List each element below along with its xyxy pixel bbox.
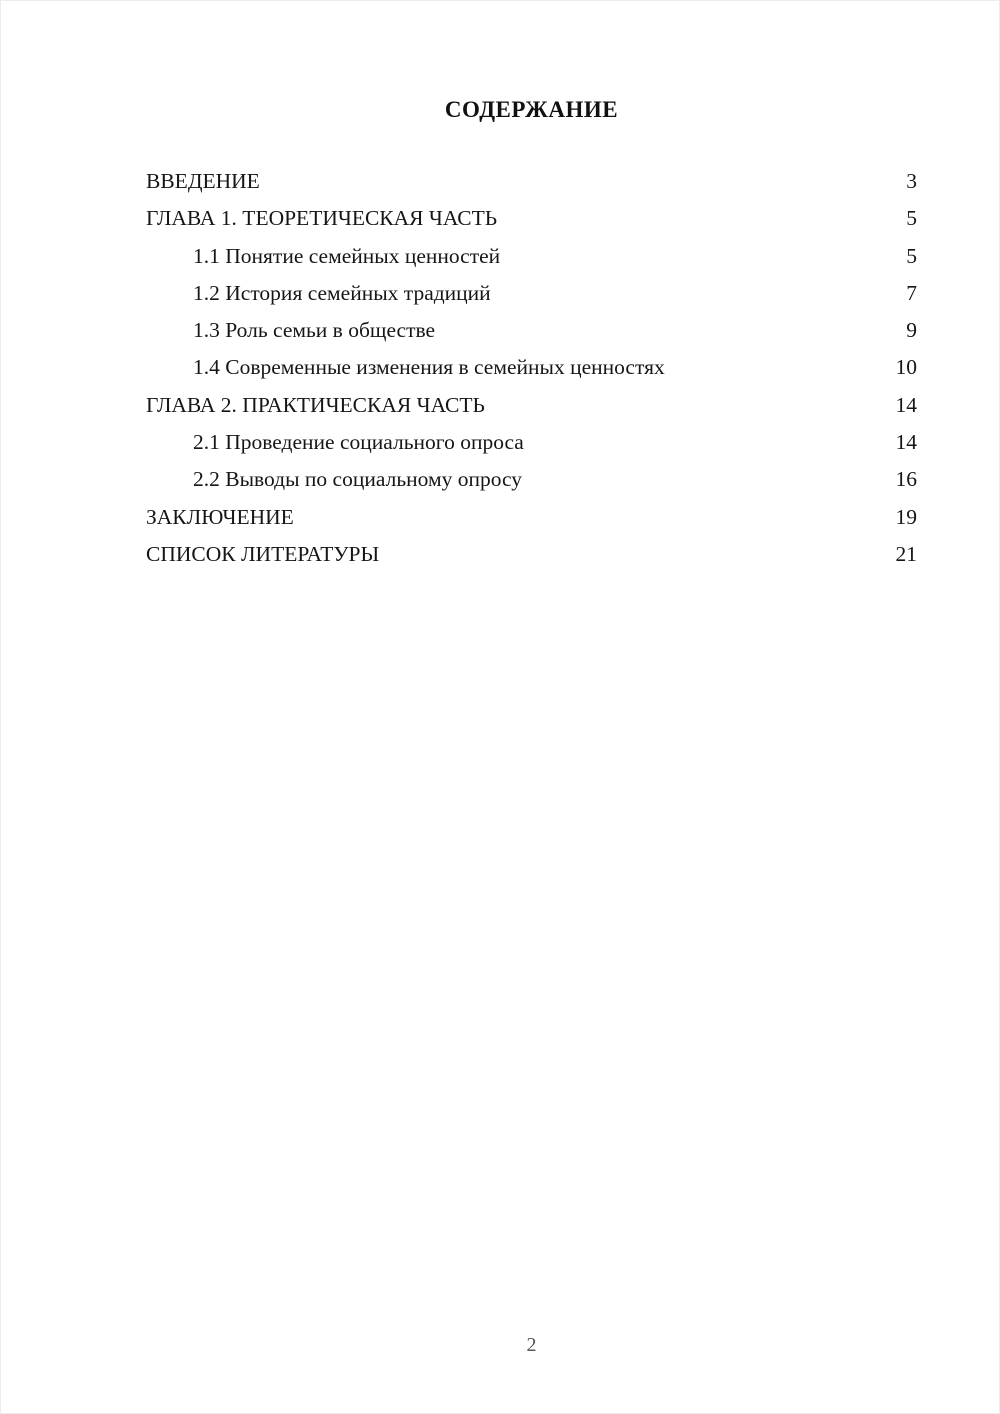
toc-entry-page: 7 [906,280,917,305]
page-title: СОДЕРЖАНИЕ [444,97,619,122]
toc-entry-label: ГЛАВА 1. ТЕОРЕТИЧЕСКАЯ ЧАСТЬ [146,206,498,231]
toc-entry-label: ВВЕДЕНИЕ [146,169,260,193]
toc-entry-page: 5 [906,243,917,268]
toc-entry-page: 9 [906,318,917,343]
toc-entry-page: 10 [895,355,917,380]
toc-entry [146,424,917,461]
toc-entry-page: 14 [895,430,917,455]
toc-entry [146,238,917,275]
toc-entry-label: ГЛАВА 2. ПРАКТИЧЕСКАЯ ЧАСТЬ [146,392,485,417]
toc-entry-label: 2.2 Выводы по социальному опросу [193,467,523,492]
table-of-contents [146,163,917,573]
toc-entry-label: 1.1 Понятие семейных ценностей [193,243,501,268]
toc-entry [146,312,917,349]
toc-entry-page: 19 [895,504,917,529]
toc-entry-page: 3 [906,169,917,193]
toc-entry-page: 21 [895,541,917,566]
page-number-footer: 2 [526,1334,537,1356]
page-content [146,97,917,573]
toc-entry [146,163,917,200]
toc-entry [146,275,917,312]
toc-entry-page: 16 [895,467,917,492]
toc-entry [146,536,917,573]
toc-entry [146,349,917,386]
toc-entry-label: 1.2 История семейных традиций [193,280,491,305]
toc-entry-page: 5 [906,206,917,231]
toc-entry [146,200,917,237]
toc-entry-label: 2.1 Проведение социального опроса [193,430,524,455]
toc-entry [146,499,917,536]
toc-entry [146,387,917,424]
toc-entry-label: 1.3 Роль семьи в обществе [193,318,436,343]
toc-entry-label: 1.4 Современные изменения в семейных ценностях [193,355,665,380]
toc-entry-page: 14 [895,392,917,417]
toc-entry-label: ЗАКЛЮЧЕНИЕ [146,504,294,529]
toc-entry [146,461,917,498]
toc-entry-label: СПИСОК ЛИТЕРАТУРЫ [146,541,380,566]
